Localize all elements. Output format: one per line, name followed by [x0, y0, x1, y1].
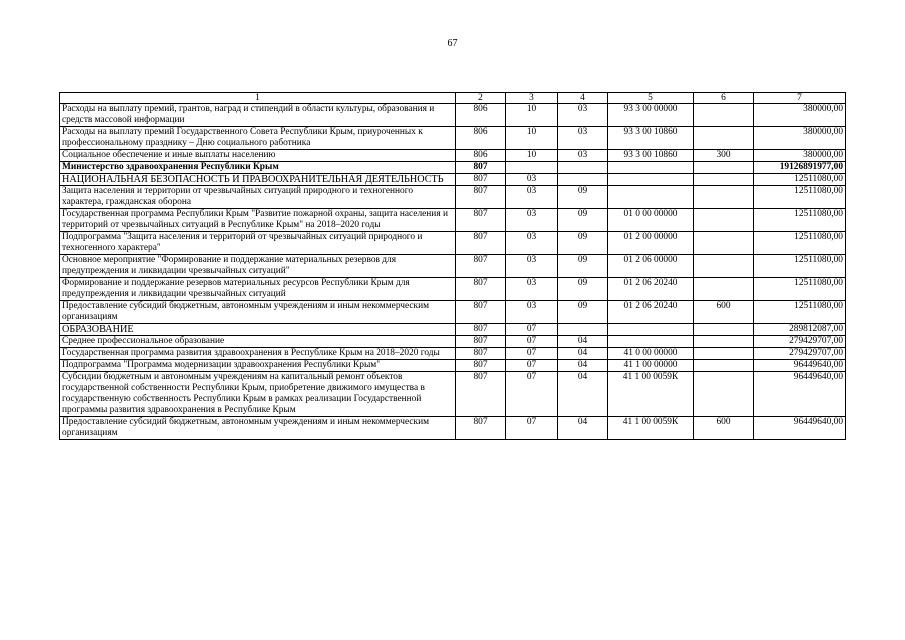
subsection-cell: 03 [558, 150, 608, 162]
expense-type-cell [694, 232, 754, 255]
row-name-cell: Подпрограмма "Защита населения и территорий от чрезвычайных ситуаций природного и техногенного характера" [60, 232, 456, 255]
row-name-cell: Основное мероприятие "Формирование и поддержание материальных резервов для предупреждения и ликвидации чрезвычайных ситуаций" [60, 255, 456, 278]
expense-type-cell [694, 324, 754, 336]
target-article-cell: 93 3 00 10860 [608, 127, 694, 150]
amount-cell: 96449640,00 [754, 360, 846, 372]
ministry-code-cell: 807 [456, 336, 506, 348]
row-name-cell: Подпрограмма "Программа модернизации здравоохранения Республики Крым" [60, 360, 456, 372]
target-article-cell [608, 186, 694, 209]
table-row [60, 174, 846, 186]
target-article-cell: 41 1 00 0059К [608, 417, 694, 440]
amount-cell: 12511080,00 [754, 232, 846, 255]
ministry-code-cell: 806 [456, 127, 506, 150]
row-name-cell: Защита населения и территории от чрезвычайных ситуаций природного и техногенного характера, гражданская оборона [60, 186, 456, 209]
ministry-code-cell: 807 [456, 324, 506, 336]
section-cell: 03 [506, 209, 558, 232]
table-row [60, 209, 846, 232]
row-name-cell: Среднее профессиональное образование [60, 336, 456, 348]
section-cell: 10 [506, 150, 558, 162]
amount-cell: 12511080,00 [754, 174, 846, 186]
target-article-cell: 93 3 00 10860 [608, 150, 694, 162]
subsection-cell [558, 324, 608, 336]
subsection-cell [558, 162, 608, 174]
amount-cell: 279429707,00 [754, 348, 846, 360]
target-article-cell [608, 324, 694, 336]
section-cell: 07 [506, 360, 558, 372]
expense-type-cell [694, 174, 754, 186]
table-row [60, 324, 846, 336]
subsection-cell: 09 [558, 255, 608, 278]
budget-table [59, 92, 846, 440]
section-cell: 03 [506, 301, 558, 324]
header-row [60, 93, 846, 104]
amount-cell: 279429707,00 [754, 336, 846, 348]
expense-type-cell [694, 278, 754, 301]
expense-type-cell [694, 255, 754, 278]
expense-type-cell [694, 360, 754, 372]
row-name-cell: Предоставление субсидий бюджетным, автономным учреждениям и иным некоммерческим организациям [60, 417, 456, 440]
row-name-cell: Государственная программа Республики Крым "Развитие пожарной охраны, защита населения и территорий от чрезвычайных ситуаций в Республике Крым" на 2018–2020 годы [60, 209, 456, 232]
ministry-code-cell: 807 [456, 301, 506, 324]
target-article-cell [608, 174, 694, 186]
header-cell: 4 [558, 93, 608, 104]
header-cell: 5 [608, 93, 694, 104]
ministry-code-cell: 807 [456, 186, 506, 209]
row-name-cell: ОБРАЗОВАНИЕ [60, 324, 456, 336]
row-name-cell: НАЦИОНАЛЬНАЯ БЕЗОПАСНОСТЬ И ПРАВООХРАНИТЕЛЬНАЯ ДЕЯТЕЛЬНОСТЬ [60, 174, 456, 186]
ministry-code-cell: 807 [456, 348, 506, 360]
target-article-cell: 01 0 00 00000 [608, 209, 694, 232]
table-row [60, 255, 846, 278]
target-article-cell: 01 2 06 20240 [608, 278, 694, 301]
ministry-code-cell: 807 [456, 360, 506, 372]
section-cell: 10 [506, 104, 558, 127]
expense-type-cell [694, 348, 754, 360]
row-name-cell: Субсидии бюджетным и автономным учреждениям на капитальный ремонт объектов государственной собственности Республики Крым, приобретение движимого имущества в государственную собственность Республики Крым в рамках реализации Государственной программы развития здравоохранения в Республике Крым [60, 372, 456, 417]
section-cell: 03 [506, 232, 558, 255]
subsection-cell [558, 174, 608, 186]
amount-cell: 289812087,00 [754, 324, 846, 336]
section-cell: 03 [506, 255, 558, 278]
target-article-cell: 01 2 06 00000 [608, 255, 694, 278]
amount-cell: 12511080,00 [754, 301, 846, 324]
expense-type-cell [694, 104, 754, 127]
table-row [60, 104, 846, 127]
amount-cell: 12511080,00 [754, 209, 846, 232]
header-cell: 1 [60, 93, 456, 104]
header-cell: 7 [754, 93, 846, 104]
expense-type-cell [694, 186, 754, 209]
expense-type-cell [694, 162, 754, 174]
table-row [60, 348, 846, 360]
table-row [60, 278, 846, 301]
table-row [60, 232, 846, 255]
target-article-cell: 41 1 00 0059К [608, 372, 694, 417]
ministry-code-cell: 807 [456, 162, 506, 174]
section-cell: 03 [506, 278, 558, 301]
ministry-code-cell: 807 [456, 255, 506, 278]
section-cell: 07 [506, 372, 558, 417]
expense-type-cell: 300 [694, 150, 754, 162]
amount-cell: 380000,00 [754, 150, 846, 162]
section-cell: 10 [506, 127, 558, 150]
amount-cell: 12511080,00 [754, 255, 846, 278]
target-article-cell [608, 336, 694, 348]
subsection-cell: 04 [558, 417, 608, 440]
ministry-code-cell: 806 [456, 104, 506, 127]
subsection-cell: 03 [558, 127, 608, 150]
ministry-code-cell: 807 [456, 278, 506, 301]
amount-cell: 96449640,00 [754, 372, 846, 417]
section-cell: 07 [506, 336, 558, 348]
subsection-cell: 04 [558, 336, 608, 348]
row-name-cell: Социальное обеспечение и иные выплаты населению [60, 150, 456, 162]
expense-type-cell [694, 372, 754, 417]
amount-cell: 380000,00 [754, 104, 846, 127]
row-name-cell: Предоставление субсидий бюджетным, автономным учреждениям и иным некоммерческим организациям [60, 301, 456, 324]
expense-type-cell [694, 209, 754, 232]
subsection-cell: 09 [558, 232, 608, 255]
ministry-code-cell: 807 [456, 174, 506, 186]
expense-type-cell: 600 [694, 417, 754, 440]
expense-type-cell: 600 [694, 301, 754, 324]
subsection-cell: 09 [558, 186, 608, 209]
target-article-cell: 41 1 00 00000 [608, 360, 694, 372]
amount-cell: 12511080,00 [754, 278, 846, 301]
table-row [60, 360, 846, 372]
header-cell: 2 [456, 93, 506, 104]
header-cell: 3 [506, 93, 558, 104]
header-cell: 6 [694, 93, 754, 104]
section-cell: 07 [506, 348, 558, 360]
subsection-cell: 09 [558, 209, 608, 232]
section-cell: 07 [506, 417, 558, 440]
ministry-code-cell: 807 [456, 417, 506, 440]
amount-cell: 380000,00 [754, 127, 846, 150]
subsection-cell: 09 [558, 301, 608, 324]
section-cell [506, 162, 558, 174]
row-name-cell: Расходы на выплату премий Государственного Совета Республики Крым, приуроченных к профессиональному празднику – Дню социального работника [60, 127, 456, 150]
subsection-cell: 03 [558, 104, 608, 127]
table-row [60, 150, 846, 162]
table-row [60, 301, 846, 324]
target-article-cell: 01 2 00 00000 [608, 232, 694, 255]
page-number: 67 [447, 38, 458, 49]
ministry-code-cell: 807 [456, 232, 506, 255]
subsection-cell: 09 [558, 278, 608, 301]
table-row [60, 372, 846, 417]
table-row [60, 162, 846, 174]
target-article-cell: 93 3 00 00000 [608, 104, 694, 127]
row-name-cell: Формирование и поддержание резервов материальных ресурсов Республики Крым для предупреждения и ликвидации чрезвычайных ситуаций [60, 278, 456, 301]
row-name-cell: Министерство здравоохранения Республики Крым [60, 162, 456, 174]
table-row [60, 186, 846, 209]
amount-cell: 19126891977,00 [754, 162, 846, 174]
table-row [60, 127, 846, 150]
row-name-cell: Расходы на выплату премий, грантов, наград и стипендий в области культуры, образования и средств массовой информации [60, 104, 456, 127]
target-article-cell: 41 0 00 00000 [608, 348, 694, 360]
subsection-cell: 04 [558, 372, 608, 417]
subsection-cell: 04 [558, 360, 608, 372]
section-cell: 03 [506, 174, 558, 186]
target-article-cell [608, 162, 694, 174]
target-article-cell: 01 2 06 20240 [608, 301, 694, 324]
section-cell: 07 [506, 324, 558, 336]
subsection-cell: 04 [558, 348, 608, 360]
amount-cell: 96449640,00 [754, 417, 846, 440]
amount-cell: 12511080,00 [754, 186, 846, 209]
table-row [60, 336, 846, 348]
ministry-code-cell: 807 [456, 209, 506, 232]
section-cell: 03 [506, 186, 558, 209]
row-name-cell: Государственная программа развития здравоохранения в Республике Крым на 2018–2020 годы [60, 348, 456, 360]
ministry-code-cell: 807 [456, 372, 506, 417]
expense-type-cell [694, 127, 754, 150]
ministry-code-cell: 806 [456, 150, 506, 162]
expense-type-cell [694, 336, 754, 348]
table-row [60, 417, 846, 440]
